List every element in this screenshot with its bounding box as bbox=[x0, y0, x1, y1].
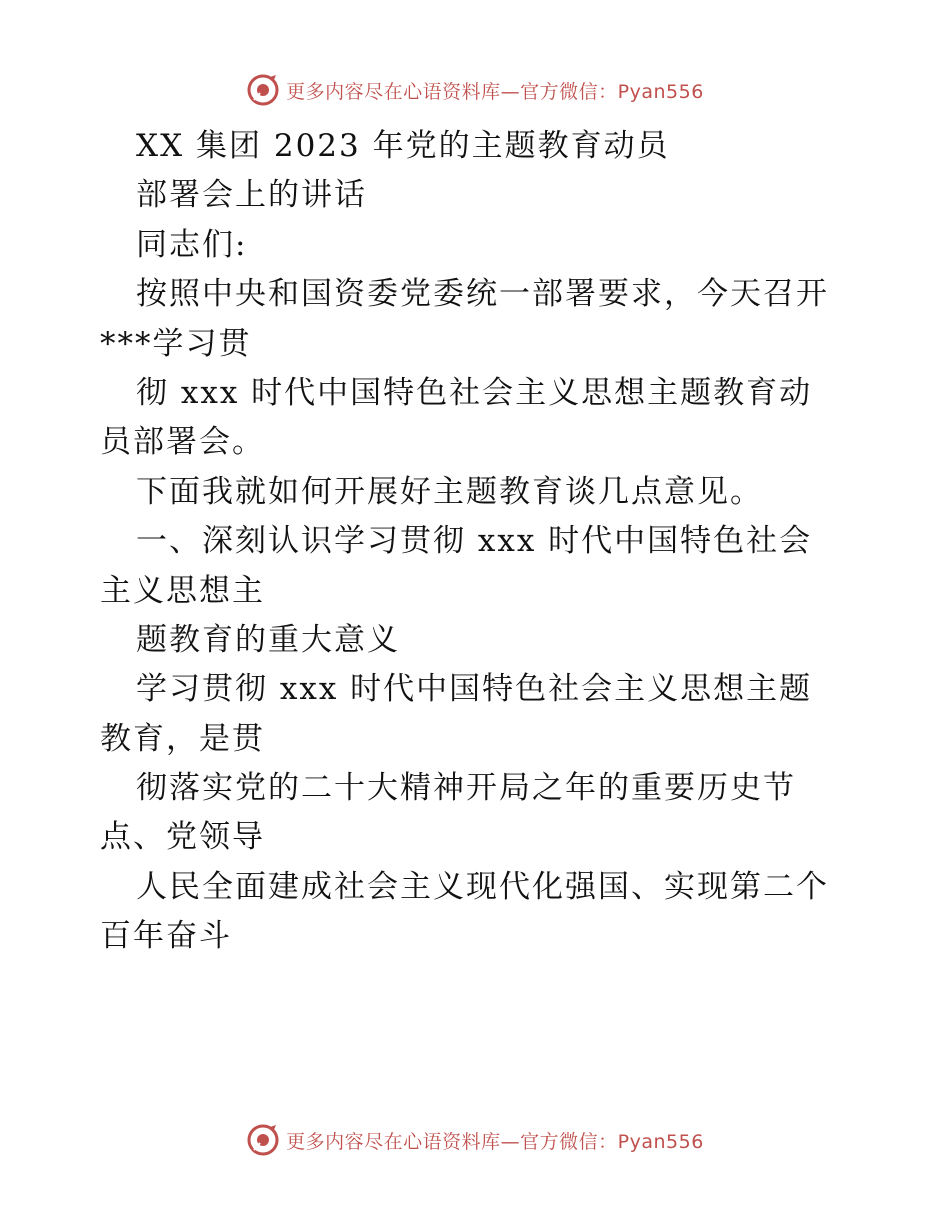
title-line-2: 部署会上的讲话 bbox=[136, 177, 367, 214]
body-line: ***学习贯 bbox=[100, 325, 252, 362]
watermark-footer bbox=[0, 1120, 950, 1160]
salutation: 同志们: bbox=[136, 226, 248, 263]
body-line: 员部署会。 bbox=[100, 424, 265, 461]
body-line: 点、党领导 bbox=[100, 819, 265, 856]
document-body bbox=[100, 122, 860, 962]
body-line: 百年奋斗 bbox=[100, 918, 232, 955]
body-line: 彻 xxx 时代中国特色社会主义思想主题教育动 bbox=[136, 374, 813, 411]
watermark-text: 更多内容尽在心语资料库—官方微信：Pyan556 bbox=[286, 1130, 704, 1153]
watermark-text: 更多内容尽在心语资料库—官方微信：Pyan556 bbox=[286, 80, 704, 103]
section-heading-line: 主义思想主 bbox=[100, 572, 265, 609]
body-line: 人民全面建成社会主义现代化强国、实现第二个 bbox=[136, 868, 829, 905]
body-line: 按照中央和国资委党委统一部署要求，今天召开 bbox=[136, 276, 829, 313]
section-heading-line: 一、深刻认识学习贯彻 xxx 时代中国特色社会 bbox=[136, 523, 813, 560]
section-heading-line: 题教育的重大意义 bbox=[136, 621, 400, 658]
body-line: 教育，是贯 bbox=[100, 720, 265, 757]
quill-logo-icon bbox=[246, 73, 280, 107]
body-line: 彻落实党的二十大精神开局之年的重要历史节 bbox=[136, 770, 796, 807]
body-line: 下面我就如何开展好主题教育谈几点意见。 bbox=[136, 473, 763, 510]
watermark-header bbox=[0, 70, 950, 110]
body-line: 学习贯彻 xxx 时代中国特色社会主义思想主题 bbox=[136, 671, 813, 708]
title-line-1: XX 集团 2023 年党的主题教育动员 bbox=[136, 128, 670, 164]
quill-logo-icon bbox=[246, 1123, 280, 1157]
